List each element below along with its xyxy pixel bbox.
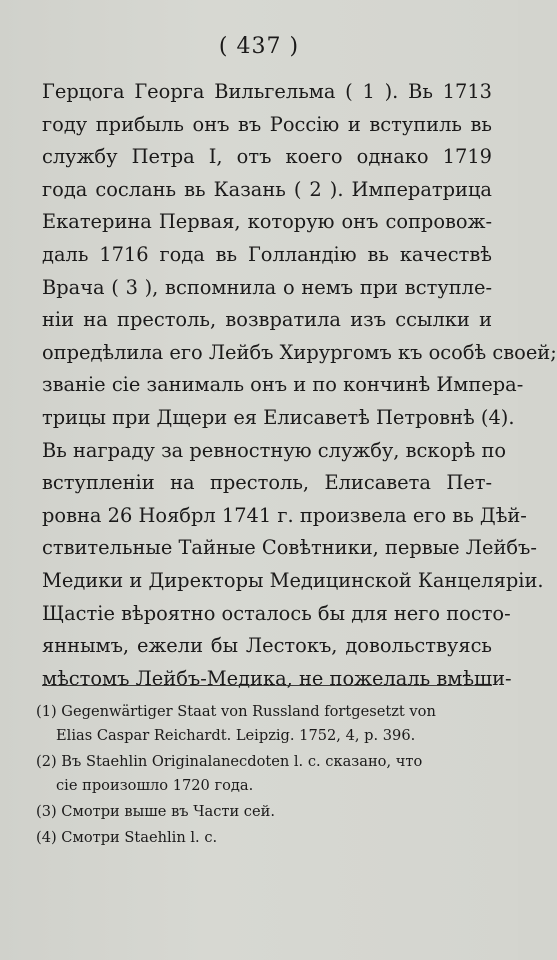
text-line: Екатерина Первая, которую онъ сопровож- bbox=[42, 210, 492, 234]
text-line: мѣстомъ Лейбъ-Медика, не пожелаль вмѣши- bbox=[42, 666, 512, 690]
text-line: трицы при Дщери ея Елисаветѣ Петровнѣ (4). bbox=[42, 405, 515, 429]
text-line: ствительные Тайные Совѣтники, первые Лейбъ- bbox=[42, 536, 537, 560]
footnote-3: (3) Смотри выше въ Части сей. bbox=[36, 803, 275, 820]
text-line: вступленіи на престоль, Елисавета Пет- bbox=[42, 471, 492, 495]
footnote-2: (2) Въ Staehlin Originalanecdoten l. c. сказано, что bbox=[36, 753, 423, 770]
text-line: яннымъ, ежели бы Лестокъ, довольствуясь bbox=[42, 634, 492, 658]
footnote-2-continuation: сіе произошло 1720 года. bbox=[56, 777, 254, 794]
text-line: году прибыль онъ въ Россію и вступиль вь bbox=[42, 112, 492, 136]
text-line: Щастіе вѣроятно осталось бы для него посто- bbox=[42, 601, 511, 625]
page-number: ( 437 ) bbox=[218, 34, 300, 59]
text-line: даль 1716 года вь Голландію вь качествѣ bbox=[42, 242, 492, 266]
text-line: званіе сіе занималь онъ и по кончинѣ Импера- bbox=[42, 373, 524, 397]
footnote-1-continuation: Elias Caspar Reichardt. Leipzig. 1752, 4, p. 396. bbox=[56, 727, 416, 744]
footnotes bbox=[36, 700, 496, 850]
text-line: опредѣлила его Лейбъ Хирургомъ къ особѣ своей; bbox=[42, 340, 557, 364]
footnote-1: (1) Gegenwärtiger Staat von Russland fortgesetzt von bbox=[36, 703, 436, 720]
text-line: Врача ( 3 ), вспомнила о немъ при вступле- bbox=[42, 275, 492, 299]
body-text bbox=[42, 76, 557, 695]
footnote-divider bbox=[42, 685, 492, 686]
text-line: службу Петра I, отъ коего однако 1719 bbox=[42, 145, 492, 169]
text-line: ніи на престоль, возвратила изъ ссылки и bbox=[42, 308, 492, 332]
text-line: Вь награду за ревностную службу, вскорѣ по bbox=[42, 438, 507, 462]
text-line: года сослань вь Казань ( 2 ). Императрица bbox=[42, 177, 492, 201]
footnote-4: (4) Смотри Staehlin l. c. bbox=[36, 829, 218, 846]
text-line: ровна 26 Ноябрл 1741 г. произвела его вь Дѣй- bbox=[42, 503, 527, 527]
text-line: Медики и Директоры Медицинской Канцеляріи. bbox=[42, 568, 544, 592]
text-line: Герцога Георга Вильгельма ( 1 ). Вь 1713 bbox=[42, 80, 492, 103]
